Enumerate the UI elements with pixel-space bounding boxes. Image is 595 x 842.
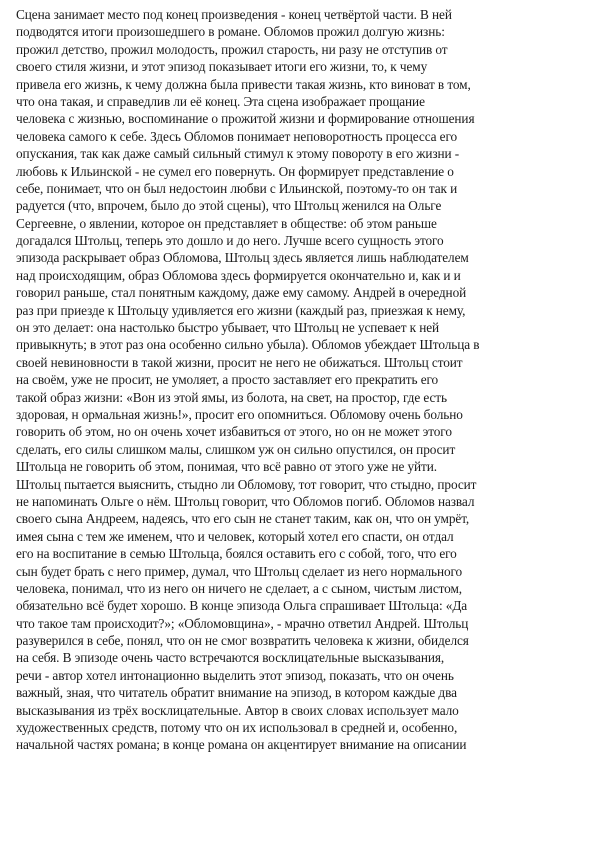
text-line: важный, зная, что читатель обратит внимание на эпизод, в котором каждые два: [16, 685, 457, 701]
text-line: опускания, так как даже самый сильный стимул к этому повороту в его жизни -: [16, 146, 460, 162]
text-line: человека с жизнью, воспоминание о прожитой жизни и формирование отношения: [16, 111, 475, 127]
text-line: сын будет брать с него пример, думал, что Штольц сделает из него нормального: [16, 563, 463, 579]
text-line: Сцена занимает место под конец произведения - конец четвёртой части. В ней: [16, 7, 452, 22]
essay-paragraph: [16, 6, 590, 754]
text-line: догадался Штольц, теперь это дошло и до него. Лучше всего сущность этого: [16, 233, 444, 249]
text-line: над происходящим, образ Обломова здесь формируется окончательно и, как и и: [16, 267, 461, 283]
text-line: на себя. В эпизоде очень часто встречаются восклицательные высказывания,: [16, 650, 445, 666]
text-line: его на воспитание в семью Штольца, боялся оставить его с собой, того, что его: [16, 546, 457, 562]
text-line: речи - автор хотел интонационно выделить этот эпизод, показать, что он очень: [16, 667, 454, 683]
text-line: он это делает: она настолько быстро убывает, что Штольц не успевает к ней: [16, 320, 440, 336]
text-line: Штольца не говорить об этом, понимая, что всё равно от этого уже не уйти.: [16, 459, 438, 475]
text-line: привела его жизнь, к чему должна была привести такая жизнь, кто виноват в том,: [16, 76, 471, 92]
text-line: здоровая, н ормальная жизнь!», просит его опомниться. Обломову очень больно: [16, 406, 463, 422]
text-line: человека самого к себе. Здесь Обломов понимает неповоротность процесса его: [16, 128, 458, 144]
text-line: обязательно всё будет хорошо. В конце эпизода Ольга спрашивает Штольца: «Да: [16, 598, 468, 614]
text-line: имея сына с тем же именем, что и человек, который хотел его спасти, он отдал: [16, 528, 454, 544]
text-line: высказывания из трёх восклицательные. Автор в своих словах использует мало: [16, 702, 459, 718]
text-line: раз при приезде к Штольцу удивляется его жизни (каждый раз, приезжая к нему,: [16, 302, 466, 318]
text-line: что она такая, и справедлив ли её конец. Эта сцена изображает прощание: [16, 93, 425, 109]
text-line: на своём, уже не просит, не умоляет, а просто заставляет его прекратить его: [16, 372, 439, 388]
text-line: художественных средств, потому что он их использовал в средней и, особенно,: [16, 720, 458, 736]
text-line: говорить об этом, но он очень хочет избавиться от этого, но он не может этого: [16, 424, 452, 440]
text-line: разуверился в себе, понял, что он не смог возвратить человека к жизни, обиделся: [16, 633, 469, 649]
text-line: Сергеевне, о явлении, которое он представляет в обществе: об этом раньше: [16, 215, 437, 231]
text-line: своего сына Андреем, надеясь, что его сын не станет таким, как он, что он умрёт,: [16, 511, 470, 527]
text-line: не напоминать Ольге о нём. Штольц говорит, что Обломов погиб. Обломов назвал: [16, 493, 475, 509]
text-line: говорил раньше, стал понятным каждому, даже ему самому. Андрей в очередной: [16, 285, 467, 301]
text-line: начальной частях романа; в конце романа он акцентирует внимание на описании: [16, 737, 467, 753]
text-line: привыкнуть; в этот раз она особенно сильно убыла). Обломов убеждает Штольца в: [16, 337, 480, 353]
text-line: эпизода раскрывает образ Обломова, Штольц здесь является лишь наблюдателем: [16, 250, 469, 266]
text-line: любовь к Ильинской - не сумел его повернуть. Он формирует представление о: [16, 163, 454, 179]
text-line: подводятся итоги произошедшего в романе. Обломов прожил долгую жизнь:: [16, 24, 445, 40]
text-line: сделать, его силы слишком малы, слишком уж он сильно опустился, он просит: [16, 441, 456, 457]
text-line: Штольц пытается выяснить, стыдно ли Обломову, тот говорит, что стыдно, просит: [16, 476, 477, 492]
text-line: человека, понимал, что из него он ничего не сделает, а с сыном, чистым листом,: [16, 580, 462, 596]
text-line: прожил детство, прожил молодость, прожил старость, ни разу не отступив от: [16, 41, 448, 57]
text-line: своего стиля жизни, и этот эпизод показывает итоги его жизни, то, к чему: [16, 59, 428, 75]
text-line: радуется (что, впрочем, было до этой сцены), что Штольц женился на Ольге: [16, 198, 442, 214]
text-line: что такое там происходит?»; «Обломовщина», - мрачно ответил Андрей. Штольц: [16, 615, 469, 631]
text-line: такой образ жизни: «Вон из этой ямы, из болота, на свет, на простор, где есть: [16, 389, 447, 405]
text-line: своей невиновности в такой жизни, просит не него не обижаться. Штольц стоит: [16, 354, 463, 370]
text-line: себе, понимает, что он был недостоин любви с Ильинской, поэтому-то он так и: [16, 180, 458, 196]
